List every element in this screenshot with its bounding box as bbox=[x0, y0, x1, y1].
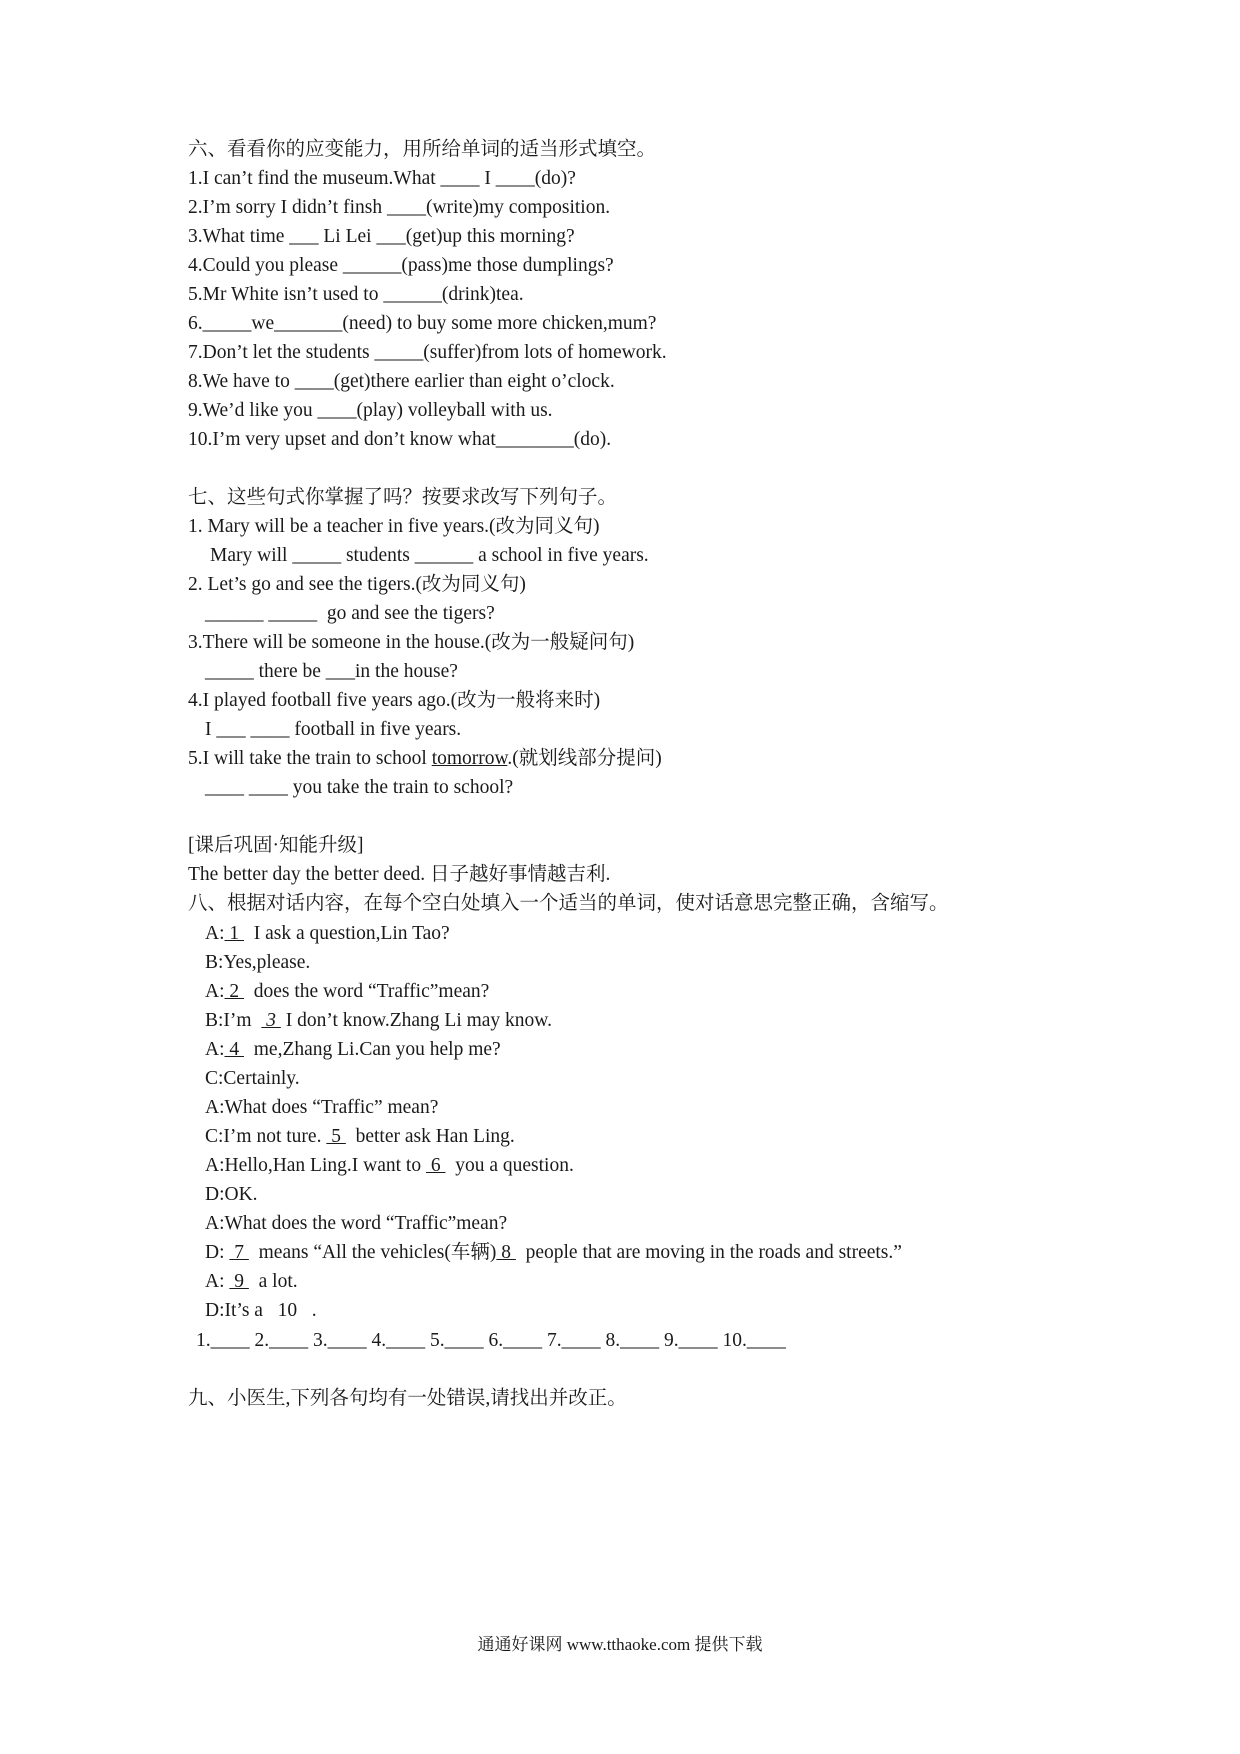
proverb: The better day the better deed. 日子越好事情越吉利. bbox=[188, 864, 611, 885]
dialogue-text: A: bbox=[205, 981, 225, 1002]
dialogue-blank-8: 8 bbox=[496, 1242, 516, 1263]
q5-text-before: 5.I will take the train to school bbox=[188, 748, 432, 769]
dialogue-text: A:Hello,Han Ling.I want to bbox=[205, 1155, 426, 1176]
section-6-item-4: 4.Could you please ______(pass)me those dumplings? bbox=[188, 255, 614, 276]
dialogue-text: D:OK. bbox=[205, 1184, 258, 1205]
dialogue-text: people that are moving in the roads and streets.” bbox=[515, 1242, 902, 1263]
section-7-question-5 bbox=[188, 747, 662, 771]
dialogue-line-9 bbox=[205, 1154, 574, 1178]
section-8-heading: 八、根据对话内容，在每个空白处填入一个适当的单词，使对话意思完整正确，含缩写。 bbox=[188, 893, 949, 914]
dialogue-line-3 bbox=[205, 980, 489, 1004]
section-7-answer-1: Mary will _____ students ______ a school in five years. bbox=[210, 545, 649, 566]
page-footer: 通通好课网 www.tthaoke.com 提供下载 bbox=[477, 1635, 763, 1654]
section-6-item-8: 8.We have to ____(get)there earlier than eight o’clock. bbox=[188, 371, 615, 392]
section-7-heading: 七、这些句式你掌握了吗？按要求改写下列句子。 bbox=[188, 487, 618, 508]
review-heading: [课后巩固·知能升级] bbox=[188, 835, 364, 856]
dialogue-text: C:I’m not ture. bbox=[205, 1126, 327, 1147]
dialogue-blank-3: 3 bbox=[261, 1010, 281, 1031]
dialogue-line-2 bbox=[205, 951, 310, 975]
section-6-item-7: 7.Don’t let the students _____(suffer)from lots of homework. bbox=[188, 342, 667, 363]
dialogue-text: A: bbox=[205, 1039, 225, 1060]
dialogue-text: I ask a question,Lin Tao? bbox=[244, 923, 450, 944]
dialogue-line-6 bbox=[205, 1067, 300, 1091]
dialogue-blank-2: 2 bbox=[224, 981, 244, 1002]
dialogue-text: A:What does the word “Traffic”mean? bbox=[205, 1213, 508, 1234]
section-6-item-9: 9.We’d like you ____(play) volleyball with us. bbox=[188, 400, 553, 421]
dialogue-text: A: bbox=[205, 923, 225, 944]
dialogue-text: a lot. bbox=[248, 1271, 298, 1292]
section-7-question-3: 3.There will be someone in the house.(改为一般疑问句) bbox=[188, 632, 635, 653]
dialogue-text: A:What does “Traffic” mean? bbox=[205, 1097, 439, 1118]
dialogue-line-1 bbox=[205, 922, 450, 946]
section-6-item-10: 10.I’m very upset and don’t know what________(do). bbox=[188, 429, 612, 450]
section-7-question-2: 2. Let’s go and see the tigers.(改为同义句) bbox=[188, 574, 526, 595]
dialogue-text: A: bbox=[205, 1271, 230, 1292]
dialogue-blank-4: 4 bbox=[224, 1039, 244, 1060]
dialogue-text: you a question. bbox=[445, 1155, 574, 1176]
dialogue-blank-6: 6 bbox=[425, 1155, 446, 1176]
dialogue-text: better ask Han Ling. bbox=[345, 1126, 515, 1147]
dialogue-text: I don’t know.Zhang Li may know. bbox=[280, 1010, 552, 1031]
section-6-item-3: 3.What time ___ Li Lei ___(get)up this morning? bbox=[188, 226, 575, 247]
dialogue-text: D: bbox=[205, 1242, 230, 1263]
dialogue-line-14 bbox=[205, 1299, 317, 1323]
section-6-item-6: 6._____we_______(need) to buy some more chicken,mum? bbox=[188, 313, 657, 334]
section-6-item-5: 5.Mr White isn’t used to ______(drink)tea. bbox=[188, 284, 524, 305]
dialogue-line-4 bbox=[205, 1009, 552, 1033]
dialogue-blank-1: 1 bbox=[224, 923, 244, 944]
dialogue-text: B:I’m bbox=[205, 1010, 262, 1031]
dialogue-line-7 bbox=[205, 1096, 438, 1120]
section-9-heading: 九、小医生,下列各句均有一处错误,请找出并改正。 bbox=[188, 1388, 627, 1409]
section-7-answer-2: ______ _____ go and see the tigers? bbox=[205, 603, 495, 624]
section-7-answer-5: ____ ____ you take the train to school? bbox=[205, 777, 514, 798]
section-7-question-1: 1. Mary will be a teacher in five years.(改为同义句) bbox=[188, 516, 600, 537]
section-6-heading: 六、看看你的应变能力，用所给单词的适当形式填空。 bbox=[188, 139, 657, 160]
section-7-answer-4: I ___ ____ football in five years. bbox=[205, 719, 462, 740]
dialogue-text: B:Yes,please. bbox=[205, 952, 311, 973]
dialogue-line-12 bbox=[205, 1241, 902, 1265]
dialogue-line-11 bbox=[205, 1212, 507, 1236]
dialogue-text: D:It’s a 10 . bbox=[205, 1300, 317, 1321]
dialogue-line-8 bbox=[205, 1125, 515, 1149]
dialogue-blank-9: 9 bbox=[229, 1271, 249, 1292]
section-7-answer-3: _____ there be ___in the house? bbox=[205, 661, 458, 682]
q5-underlined-word: tomorrow bbox=[431, 748, 508, 769]
section-6-item-2: 2.I’m sorry I didn’t finsh ____(write)my composition. bbox=[188, 197, 611, 218]
dialogue-line-10 bbox=[205, 1183, 258, 1207]
section-7-question-4: 4.I played football five years ago.(改为一般将来时) bbox=[188, 690, 601, 711]
answer-blanks-row: 1.____ 2.____ 3.____ 4.____ 5.____ 6.____ 7.____ 8.____ 9.____ 10.____ bbox=[196, 1330, 786, 1351]
dialogue-blank-7: 7 bbox=[229, 1242, 249, 1263]
dialogue-line-5 bbox=[205, 1038, 501, 1062]
dialogue-text: C:Certainly. bbox=[205, 1068, 300, 1089]
dialogue-line-13 bbox=[205, 1270, 298, 1294]
dialogue-text: me,Zhang Li.Can you help me? bbox=[244, 1039, 501, 1060]
dialogue-text: does the word “Traffic”mean? bbox=[244, 981, 490, 1002]
dialogue-text: means “All the vehicles(车辆) bbox=[248, 1242, 497, 1263]
dialogue-blank-5: 5 bbox=[326, 1126, 346, 1147]
q5-text-after: .(就划线部分提问) bbox=[507, 748, 662, 769]
section-6-item-1: 1.I can’t find the museum.What ____ I ____(do)? bbox=[188, 168, 576, 189]
